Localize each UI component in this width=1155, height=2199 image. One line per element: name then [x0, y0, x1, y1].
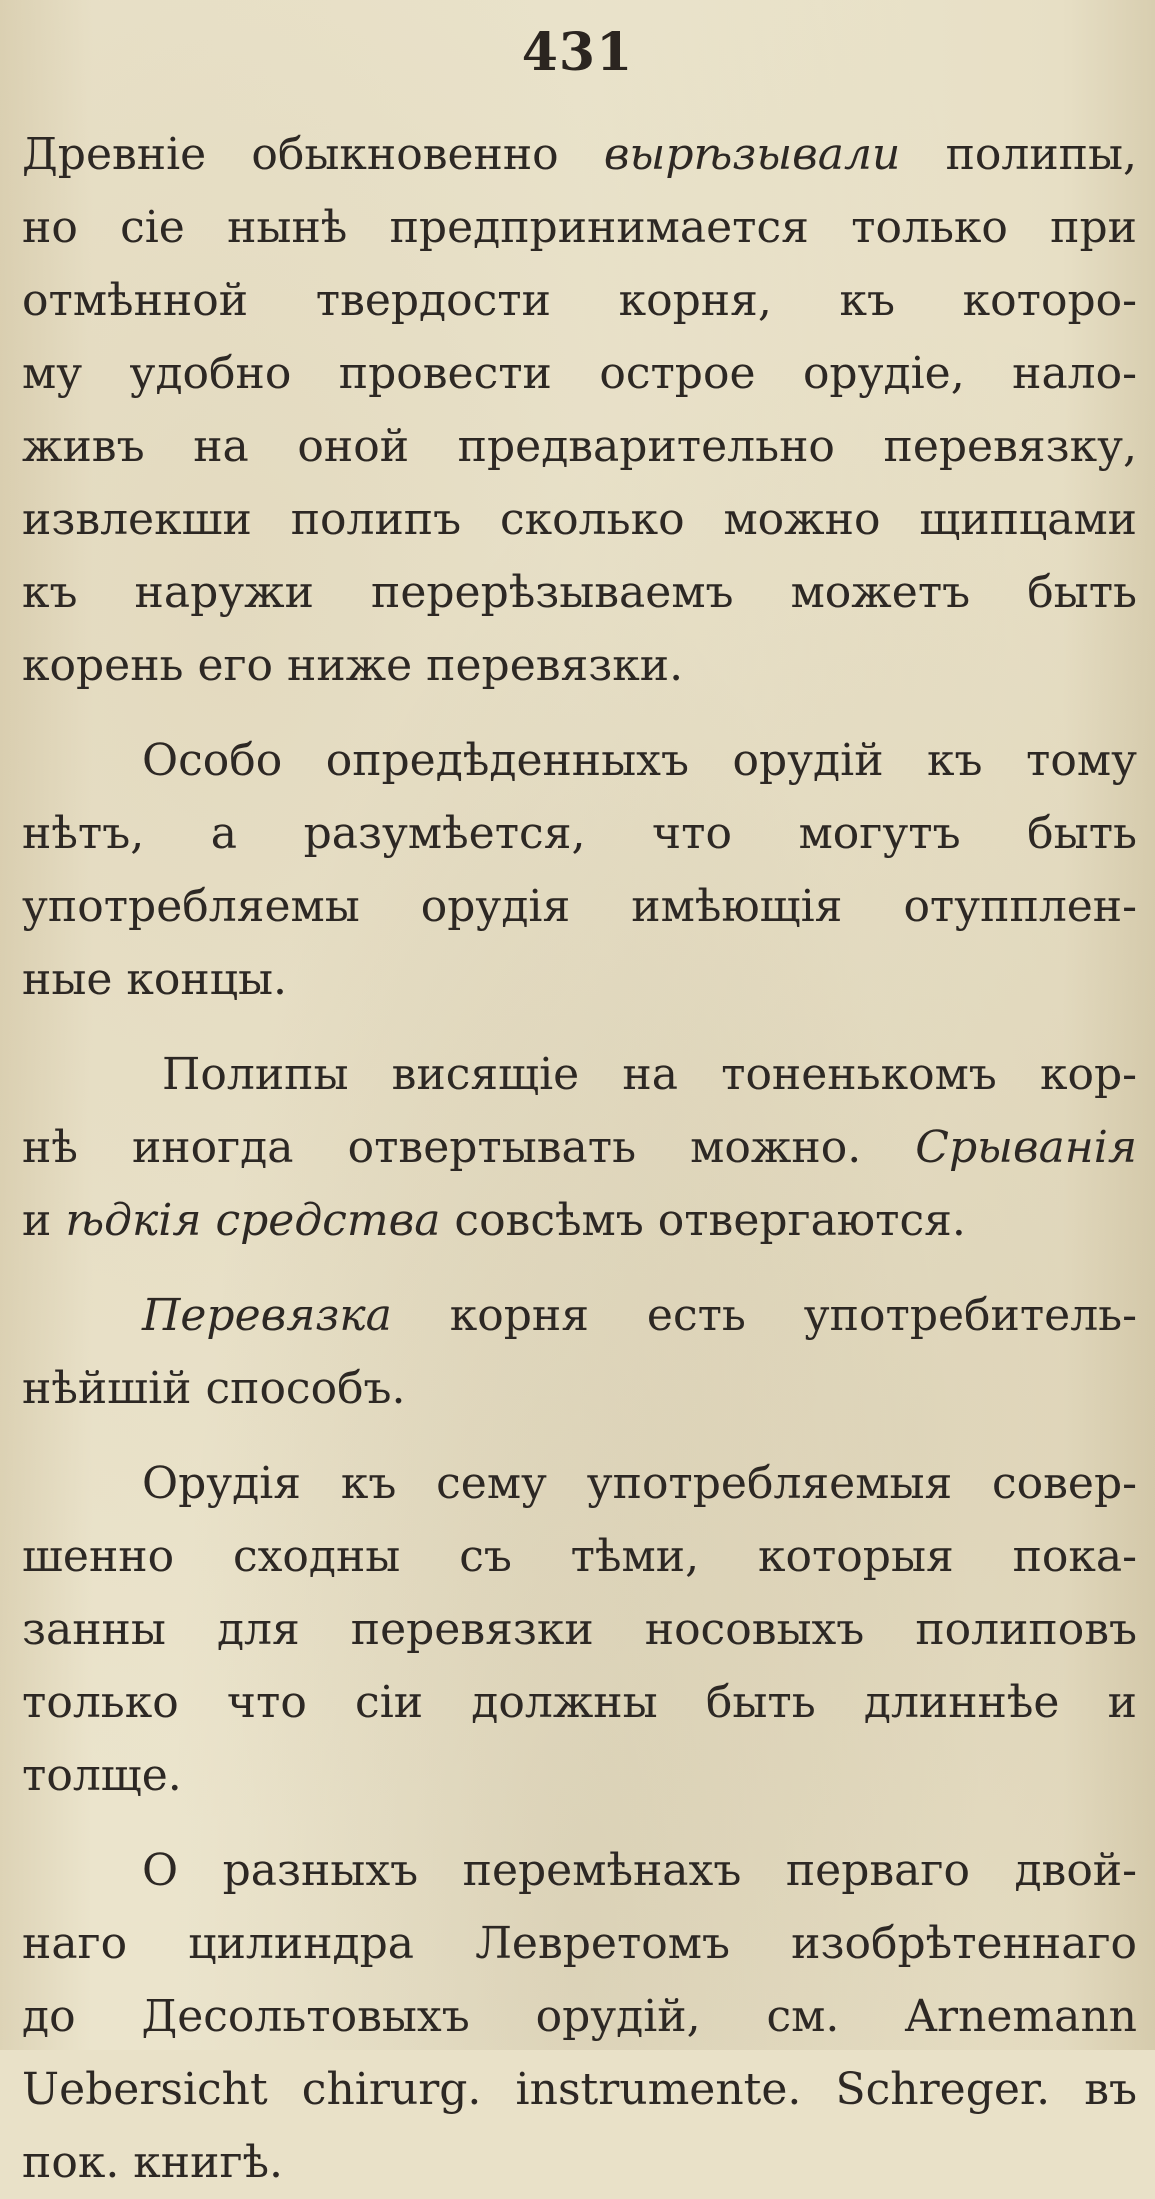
text-line: Uebersicht chirurg. instrumente. Schreger. въ [22, 2064, 1137, 2115]
text-line: занны для перевязки носовыхъ полиповъ [22, 1604, 1137, 1655]
page-number: 431 [521, 22, 634, 83]
text-line: нѣтъ, а разумѣется, что могутъ быть [22, 808, 1137, 859]
text-line: корень его ниже перевязки. [22, 640, 684, 691]
text-line: пок. книгѣ. [22, 2137, 284, 2188]
paragraph-5 [22, 1447, 1137, 1812]
emphasis-text: ѣдкія средства [65, 1195, 441, 1246]
text-line: къ наружи перерѣзываемъ можетъ быть [22, 567, 1137, 618]
emphasis-text: Перевязка [142, 1290, 392, 1341]
text-line: нѣйшій способъ. [22, 1363, 406, 1414]
text-line: толще. [22, 1750, 182, 1801]
text-line: Орудія къ сему употребляемыя совер- [142, 1458, 1137, 1509]
text-line: и ѣдкія средства совсѣмъ отвергаются. [22, 1195, 966, 1246]
text-line: Перевязка корня есть употребитель- [142, 1290, 1137, 1341]
emphasis-text: Срыванія [915, 1122, 1137, 1173]
emphasis-text: вырѣзывали [603, 129, 901, 180]
text-line: О разныхъ перемѣнахъ перваго двой- [142, 1845, 1137, 1896]
text-line: извлекши полипъ сколько можно щипцами [22, 494, 1137, 545]
paragraph-1 [22, 118, 1137, 702]
text-line: отмѣнной твердости корня, къ которо- [22, 275, 1137, 326]
text-line: Полипы висящіе на тоненькомъ кор- [162, 1049, 1137, 1100]
text-line: Особо опредѣденныхъ орудій къ тому [142, 735, 1137, 786]
text-line: Древніе обыкновенно вырѣзывали полипы, [22, 129, 1137, 180]
text-line: живъ на оной предварительно перевязку, [22, 421, 1137, 472]
text-line: только что сіи должны быть длиннѣе и [22, 1677, 1137, 1728]
text-line: му удобно провести острое орудіе, нало- [22, 348, 1137, 399]
text-line: употребляемы орудія имѣющія отупплен- [22, 881, 1137, 932]
paragraph-2 [22, 724, 1137, 1016]
text-line: но сіе нынѣ предпринимается только при [22, 202, 1137, 253]
text-line: наго цилиндра Левретомъ изобрѣтеннаго [22, 1918, 1137, 1969]
text-line: шенно сходны съ тѣми, которыя пока- [22, 1531, 1137, 1582]
text-line: нѣ иногда отвертывать можно. Срыванія [22, 1122, 1137, 1173]
page-body [22, 118, 1137, 2199]
paragraph-6 [22, 1834, 1137, 2199]
paragraph-3 [22, 1038, 1137, 1257]
text-line: ные концы. [22, 954, 287, 1005]
text-line: до Десольтовыхъ орудій, см. Arnemann [22, 1991, 1137, 2042]
paragraph-4 [22, 1279, 1137, 1425]
